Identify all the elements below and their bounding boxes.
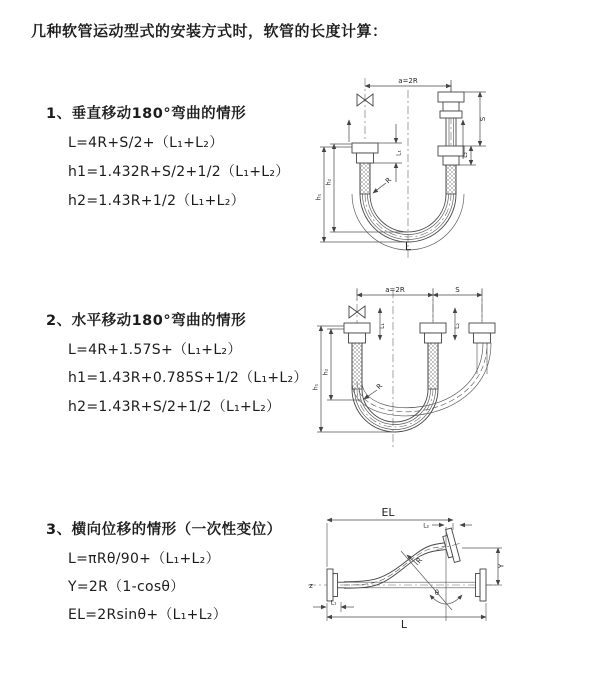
hose-s-shape: [308, 526, 496, 601]
section-3-formula-Y: Y=2R（1-cosθ）: [68, 579, 185, 595]
hose-u-shapes: [344, 288, 495, 447]
diagram-vertical-180-bend: [310, 62, 600, 267]
dim-label-l2: L₂: [462, 152, 469, 158]
dim-label-s: S: [455, 286, 460, 294]
dim-label-l: L: [400, 618, 408, 631]
section-1-formula-h1: h1=1.432R+S/2+1/2（L₁+L₂）: [68, 164, 290, 180]
dim-label-l1: L₁: [379, 323, 386, 329]
section-3-heading: 3、横向位移的情形（一次性变位）: [46, 522, 282, 538]
dimension-lines: [313, 520, 502, 621]
dim-label-h2: h₂: [325, 178, 333, 186]
dim-label-l1: L₁: [395, 150, 403, 156]
dim-label-y: Y: [497, 563, 506, 569]
dim-label-h1: h₁: [312, 383, 320, 391]
dimension-lines: [320, 80, 486, 242]
section-1-heading: 1、垂直移动180°弯曲的情形: [46, 106, 247, 122]
section-1-formula-L: L=4R+S/2+（L₁+L₂）: [68, 135, 224, 151]
page-title: 几种软管运动型式的安装方式时，软管的长度计算：: [31, 22, 388, 40]
dim-label-l: L: [404, 240, 412, 253]
dim-label-h2: h₂: [322, 368, 330, 376]
section-2-formula-L: L=4R+1.57S+（L₁+L₂）: [68, 342, 242, 358]
dim-label-r: R: [384, 176, 394, 186]
dim-label-s: S: [479, 116, 487, 122]
section-3-formula-L: L=πRθ/90+（L₁+L₂）: [68, 551, 220, 567]
diagram-lateral-displacement: [300, 503, 600, 653]
dim-label-l2: L₂: [454, 323, 461, 329]
section-2-formula-h2: h2=1.43R+S/2+1/2（L₁+L₂）: [68, 399, 281, 415]
dim-label-theta: θ: [434, 589, 439, 597]
dim-label-r: R: [414, 556, 425, 566]
section-3-formula-EL: EL=2Rsinθ+（L₁+L₂）: [68, 607, 228, 623]
dim-label-a2r: a=2R: [398, 77, 418, 85]
hose-u-shape: [352, 78, 464, 260]
dim-label-el: EL: [381, 506, 395, 519]
dim-label-l1: L₁: [330, 599, 337, 607]
dimension-lines: [317, 289, 482, 432]
dim-label-a2r: a=2R: [385, 286, 405, 294]
diagram-3-labels: [309, 506, 505, 631]
section-2-formula-h1: h1=1.43R+0.785S+1/2（L₁+L₂）: [68, 370, 308, 386]
dim-label-l2: L₂: [423, 522, 429, 530]
section-2-heading: 2、水平移动180°弯曲的情形: [46, 313, 247, 329]
section-1-formula-h2: h2=1.43R+1/2（L₁+L₂）: [68, 193, 245, 209]
centerline-z-mark: z: [309, 582, 313, 590]
dim-label-r: R: [375, 382, 385, 392]
diagram-horizontal-180-bend: [305, 282, 600, 457]
dim-label-h1: h₁: [315, 193, 323, 201]
